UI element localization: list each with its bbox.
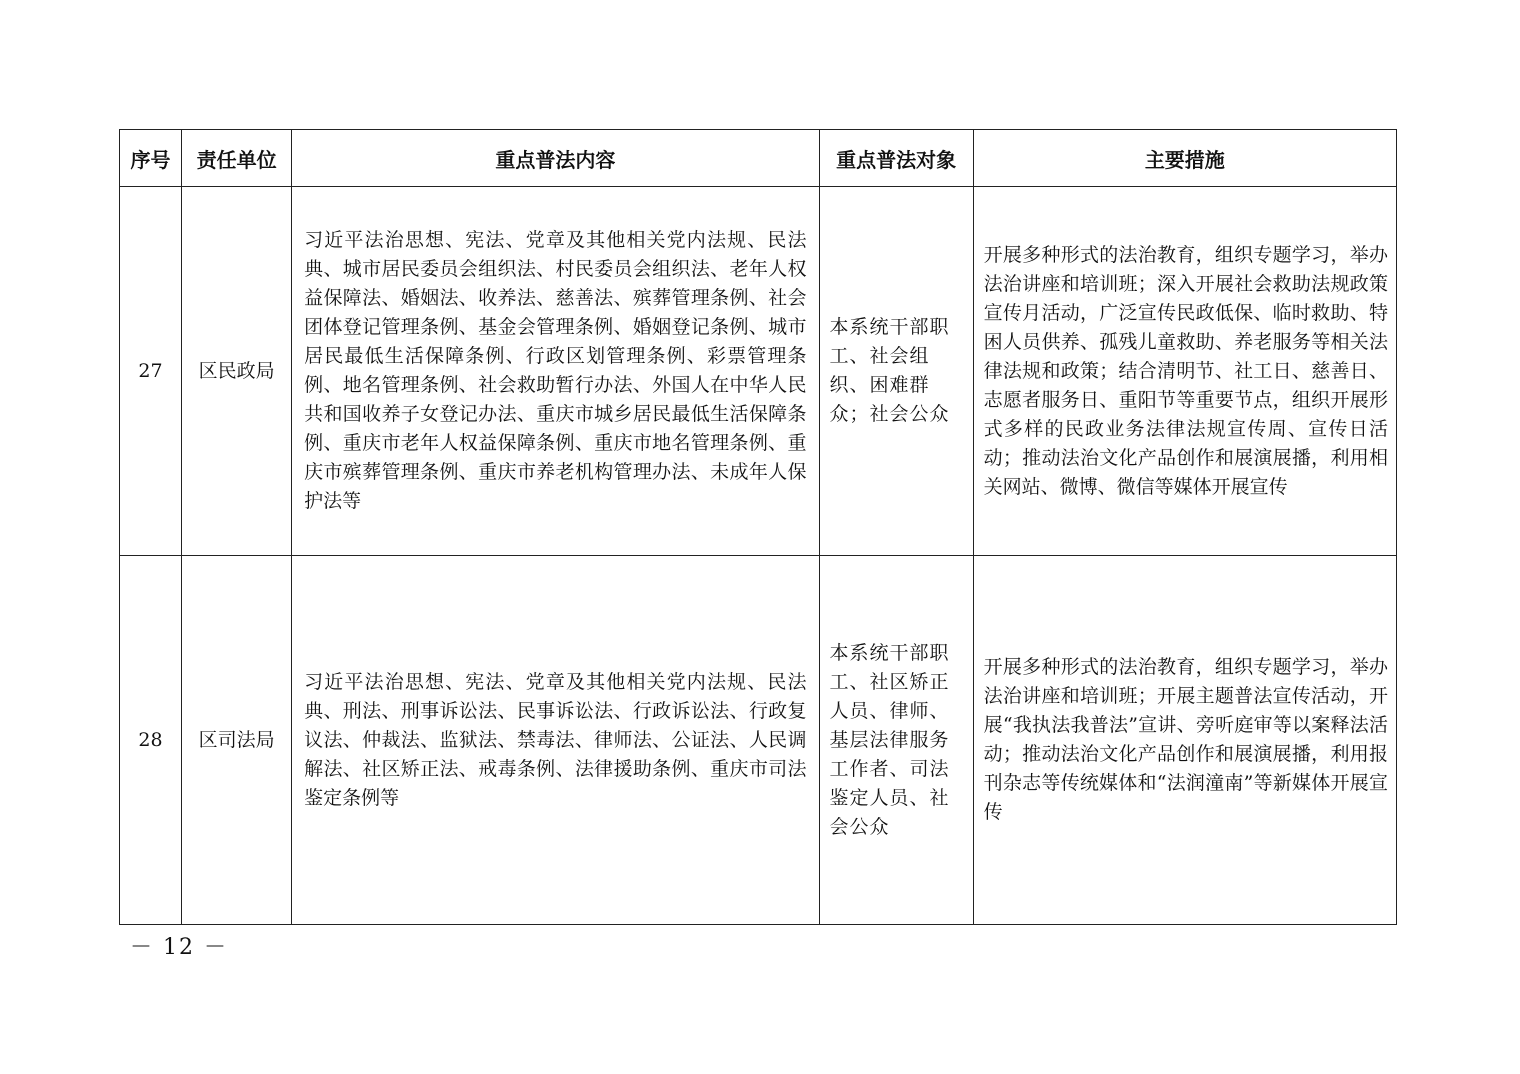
row-main-measures: 开展多种形式的法治教育，组织专题学习，举办法治讲座和培训班；深入开展社会救助法规政策宣传月活动，广泛宣传民政低保、临时救助、特困人员供养、孤残儿童救助、养老服务等相关法律法规和政策；结合清明节、社工日、慈善日、志愿者服务日、重阳节等重要节点，组织开展形式多样的民政业务法律法规宣传周、宣传日活动；推动法治文化产品创作和展演展播，利用相关网站、微博、微信等媒体开展宣传 bbox=[973, 187, 1396, 556]
header-serial-number: 序号 bbox=[120, 130, 182, 187]
row-responsible-unit: 区司法局 bbox=[182, 556, 292, 925]
header-responsible-unit: 责任单位 bbox=[182, 130, 292, 187]
header-key-content: 重点普法内容 bbox=[292, 130, 819, 187]
row-key-target: 本系统干部职工、社会组织、困难群众；社会公众 bbox=[819, 187, 973, 556]
row-key-target: 本系统干部职工、社区矫正人员、律师、基层法律服务工作者、司法鉴定人员、社会公众 bbox=[819, 556, 973, 925]
header-key-target: 重点普法对象 bbox=[819, 130, 973, 187]
law-publicity-table bbox=[119, 129, 1397, 925]
row-serial-number: 27 bbox=[120, 187, 182, 556]
table-header-row bbox=[120, 130, 1397, 187]
table-row bbox=[120, 187, 1397, 556]
row-responsible-unit: 区民政局 bbox=[182, 187, 292, 556]
header-main-measures: 主要措施 bbox=[973, 130, 1396, 187]
page-number: － 12 － bbox=[130, 935, 228, 960]
table-row bbox=[120, 556, 1397, 925]
row-main-measures: 开展多种形式的法治教育，组织专题学习，举办法治讲座和培训班；开展主题普法宣传活动，开展“我执法我普法”宣讲、旁听庭审等以案释法活动；推动法治文化产品创作和展演展播，利用报刊杂志等传统媒体和“法润潼南”等新媒体开展宣传 bbox=[973, 556, 1396, 925]
row-key-content: 习近平法治思想、宪法、党章及其他相关党内法规、民法典、刑法、刑事诉讼法、民事诉讼法、行政诉讼法、行政复议法、仲裁法、监狱法、禁毒法、律师法、公证法、人民调解法、社区矫正法、戒毒条例、法律援助条例、重庆市司法鉴定条例等 bbox=[292, 556, 819, 925]
row-serial-number: 28 bbox=[120, 556, 182, 925]
row-key-content: 习近平法治思想、宪法、党章及其他相关党内法规、民法典、城市居民委员会组织法、村民委员会组织法、老年人权益保障法、婚姻法、收养法、慈善法、殡葬管理条例、社会团体登记管理条例、基金会管理条例、婚姻登记条例、城市居民最低生活保障条例、行政区划管理条例、彩票管理条例、地名管理条例、社会救助暂行办法、外国人在中华人民共和国收养子女登记办法、重庆市城乡居民最低生活保障条例、重庆市老年人权益保障条例、重庆市地名管理条例、重庆市殡葬管理条例、重庆市养老机构管理办法、未成年人保护法等 bbox=[292, 187, 819, 556]
